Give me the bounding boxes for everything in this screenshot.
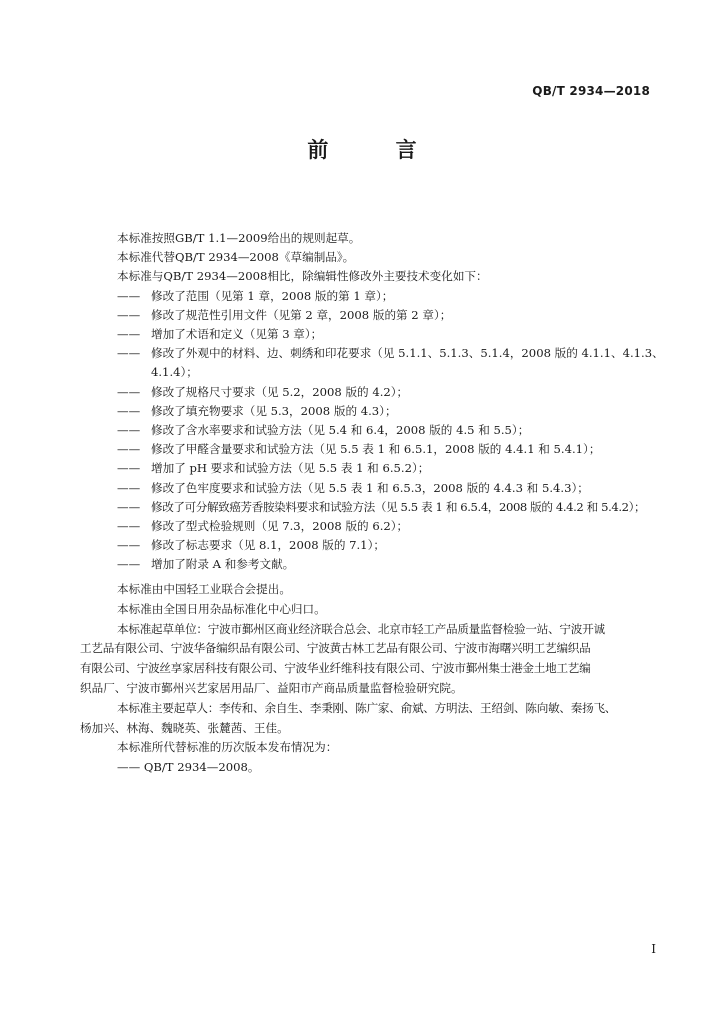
change-text: 修改了可分解致癌芳香胺染料要求和试验方法（见 5.5 表 1 和 6.5.4，2008 版的 4.4.2 和 5.4.2）； <box>151 499 646 514</box>
change-item <box>117 344 692 363</box>
list-dash: —— <box>117 499 141 514</box>
change-item <box>117 498 692 517</box>
change-item <box>117 421 692 440</box>
history-item: —— QB/T 2934—2008。 <box>117 760 260 775</box>
drafting-units: 有限公司、宁波丝享家居科技有限公司、宁波华业纤维科技有限公司、宁波市鄞州集士港金土地工艺编 <box>80 661 591 676</box>
page-title: 前 言 <box>307 137 447 162</box>
change-item <box>117 287 692 306</box>
standard-code: QB/T 2934—2018 <box>532 84 650 98</box>
list-dash: —— <box>117 307 141 322</box>
change-text: 增加了附录 A 和参考文献。 <box>151 557 295 572</box>
change-text: 修改了色牢度要求和试验方法（见 5.5 表 1 和 6.5.3，2008 版的 4.4.3 和 5.4.3）； <box>151 480 589 495</box>
list-dash: —— <box>117 288 141 303</box>
change-text: 增加了术语和定义（见第 3 章）； <box>151 327 323 342</box>
managed-by: 本标准由全国日用杂品标准化中心归口。 <box>117 601 326 616</box>
list-dash: —— <box>117 480 141 495</box>
drafters: 本标准主要起草人：李传和、余自生、李秉刚、陈广家、俞斌、方明法、王绍剑、陈向敏、秦扬飞、 <box>117 700 617 715</box>
drafters: 杨加兴、林海、魏晓英、张麓茜、王佳。 <box>80 720 289 735</box>
change-text: 修改了标志要求（见 8.1，2008 版的 7.1）； <box>151 538 385 553</box>
intro-line: 本标准按照GB/T 1.1—2009给出的规则起草。 <box>117 231 361 245</box>
foreword-credits <box>80 580 692 778</box>
change-text: 修改了外观中的材料、边、刺绣和印花要求（见 5.1.1、5.1.3、5.1.4，2008 版的 4.1.1、4.1.3、 <box>151 346 664 361</box>
drafting-units: 本标准起草单位：宁波市鄞州区商业经济联合总会、北京市轻工产品质量监督检验一站、宁波开诚 <box>117 621 605 636</box>
list-dash: —— <box>117 519 141 534</box>
change-text-continued: 4.1.4）； <box>151 365 198 380</box>
change-item <box>117 459 692 478</box>
page-number: I <box>651 942 656 956</box>
change-item <box>117 402 692 421</box>
change-text: 修改了规范性引用文件（见第 2 章，2008 版的第 2 章）； <box>151 307 452 322</box>
list-dash: —— <box>117 403 141 418</box>
drafting-units: 工艺品有限公司、宁波华备编织品有限公司、宁波黄古林工艺品有限公司、宁波市海曙兴明工艺编织品 <box>80 641 591 656</box>
list-dash: —— <box>117 538 141 553</box>
proposed-by: 本标准由中国轻工业联合会提出。 <box>117 582 291 596</box>
list-dash: —— <box>117 557 141 572</box>
change-item <box>117 383 692 402</box>
history-heading: 本标准所代替标准的历次版本发布情况为： <box>117 740 338 755</box>
change-item <box>117 440 692 459</box>
change-item <box>117 479 692 498</box>
list-dash: —— <box>117 423 141 438</box>
change-text: 修改了含水率要求和试验方法（见 5.4 和 6.4，2008 版的 4.5 和 5.5）； <box>151 423 530 438</box>
list-dash: —— <box>117 346 141 361</box>
change-text: 修改了范围（见第 1 章，2008 版的第 1 章）； <box>151 288 394 303</box>
list-dash: —— <box>117 442 141 457</box>
intro-line: 本标准与QB/T 2934—2008相比，除编辑性修改外主要技术变化如下： <box>117 269 488 284</box>
list-dash: —— <box>117 461 141 476</box>
change-text: 增加了 pH 要求和试验方法（见 5.5 表 1 和 6.5.2）； <box>151 461 430 476</box>
change-item <box>117 555 692 574</box>
change-text: 修改了甲醛含量要求和试验方法（见 5.5 表 1 和 6.5.1，2008 版的 4.4.1 和 5.4.1）； <box>151 442 601 457</box>
foreword-body <box>117 229 692 575</box>
change-text: 修改了规格尺寸要求（见 5.2，2008 版的 4.2）； <box>151 384 409 399</box>
change-text: 修改了型式检验规则（见 7.3，2008 版的 6.2）； <box>151 519 409 534</box>
drafting-units: 织品厂、宁波市鄞州兴艺家居用品厂、益阳市产商品质量监督检验研究院。 <box>80 680 463 695</box>
intro-line: 本标准代替QB/T 2934—2008《草编制品》。 <box>117 250 355 265</box>
change-text: 修改了填充物要求（见 5.3，2008 版的 4.3）； <box>151 403 397 418</box>
list-dash: —— <box>117 327 141 342</box>
change-item <box>117 536 692 555</box>
change-item <box>117 306 692 325</box>
list-dash: —— <box>117 384 141 399</box>
change-item <box>117 325 692 344</box>
change-item <box>117 517 692 536</box>
